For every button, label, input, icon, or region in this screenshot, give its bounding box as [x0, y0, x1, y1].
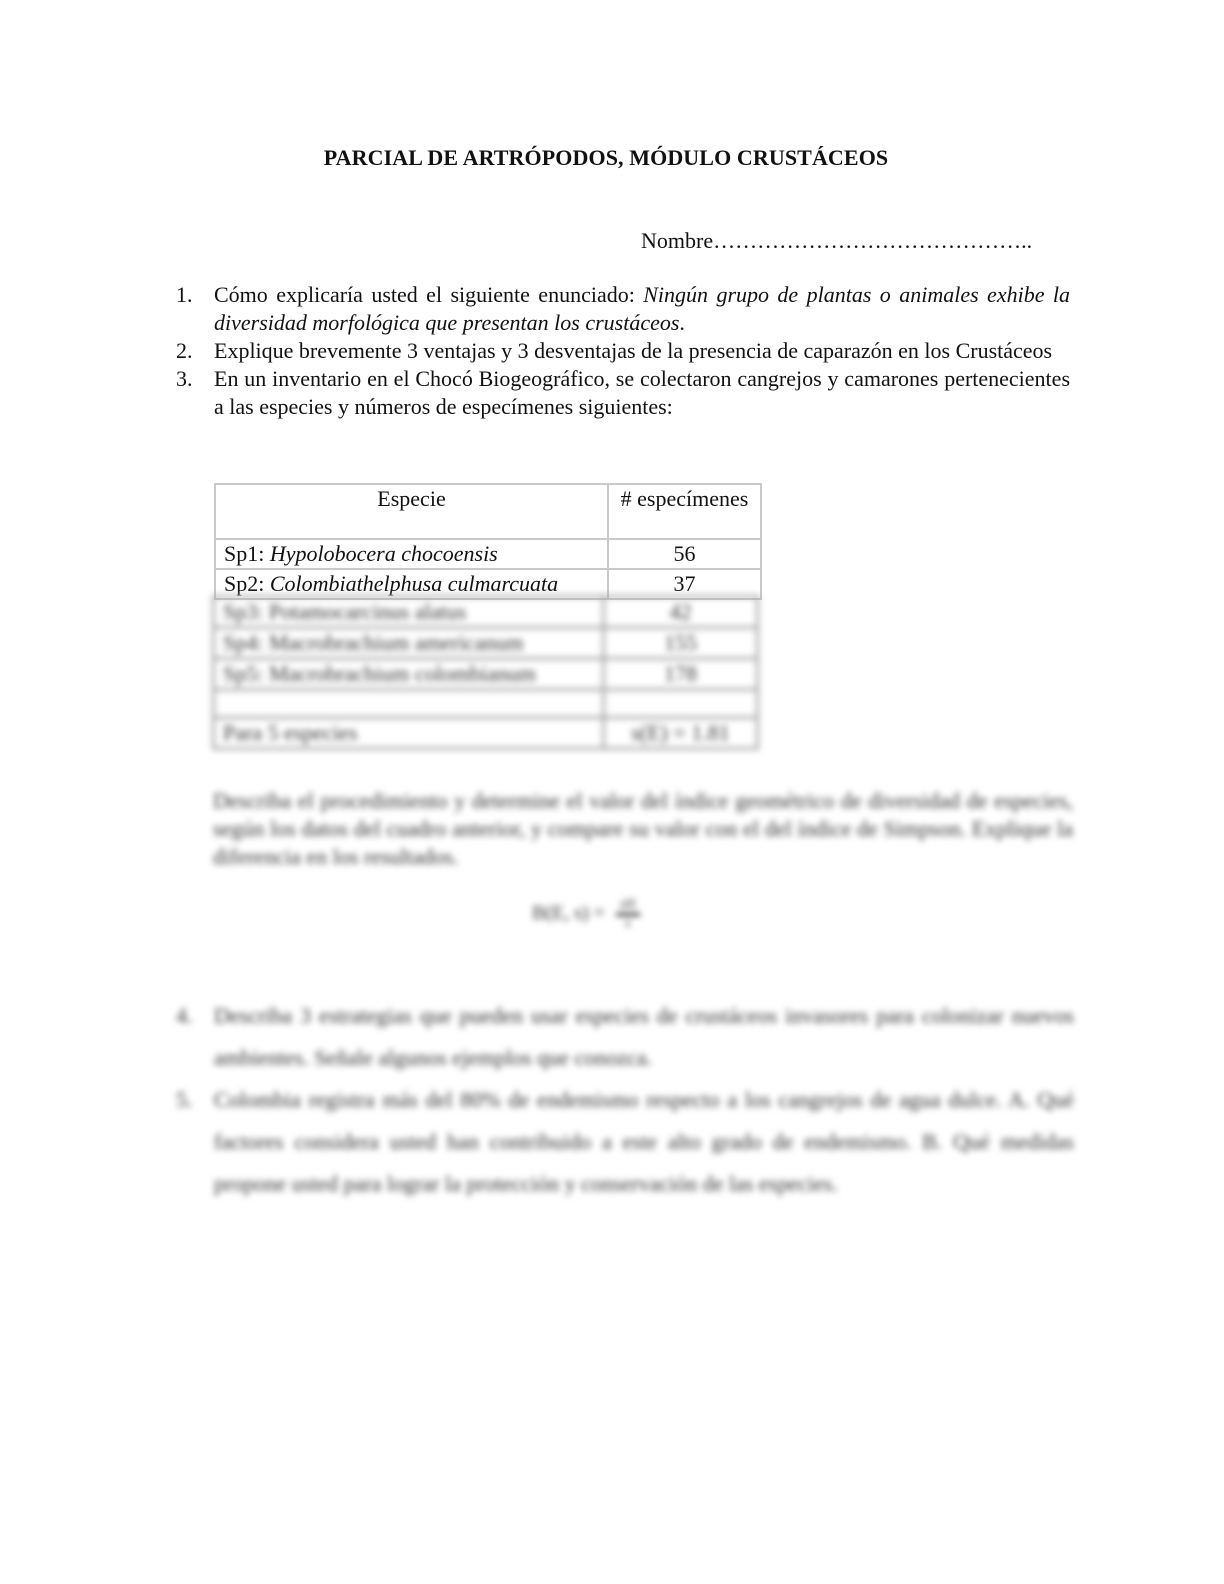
question-list: [176, 281, 1070, 421]
count-cell: 56: [608, 539, 761, 569]
exam-title: PARCIAL DE ARTRÓPODOS, MÓDULO CRUSTÁCEOS: [323, 145, 889, 170]
question-number: 3.: [176, 366, 193, 391]
species-cell: Sp2: Colombiathelphusa culmarcuata: [215, 569, 608, 599]
header-count: # especímenes: [608, 484, 761, 539]
name-field-label: Nombre……………………………………..: [641, 228, 1033, 253]
question-1: [176, 281, 1070, 337]
question-text: En un inventario en el Chocó Biogeográfico, se colectaron cangrejos y camarones pertenecientes a las especies y números de especímenes siguientes:: [214, 366, 1070, 419]
question-2: [176, 337, 1070, 365]
question-number: 1.: [176, 282, 193, 307]
question-5: 5. Colombia registra más del 80% de endemismo respecto a los cangrejos de agua dulce. A. Qué factores considera usted han contribuido a este alto grado de endemismo. B. Qué medidas propone usted para lograr la protección y conservación de las especies.: [176, 1087, 1074, 1196]
question-3: [176, 365, 1070, 421]
table-header-row: [215, 484, 761, 539]
question-text: Cómo explicaría usted el siguiente enunciado: Ningún grupo de plantas o animales exhibe la diversidad morfológica que presentan los crustáceos.: [214, 282, 1070, 335]
blurred-table-rows: [212, 595, 759, 750]
table-row: Para 5 especies s(E) = 1.81: [214, 718, 758, 749]
question-number: 2.: [176, 338, 193, 363]
table-row: [215, 539, 761, 569]
diversity-formula: B(E, s) = $\frac{sH}{s}$: [532, 897, 640, 932]
question-text: Explique brevemente 3 ventajas y 3 desventajas de la presencia de caparazón en los Crustáceos: [214, 338, 1053, 363]
species-table: [214, 483, 762, 600]
table-row: [214, 690, 758, 718]
question-3-instructions: Describa el procedimiento y determine el valor del índice geométrico de diversidad de especies, según los datos del cuadro anterior, y compare su valor con el del índice de Simpson. Explique la diferencia en los resultados.: [213, 788, 1073, 869]
table-row: Sp3: Potamocarcinus alatus 42: [214, 597, 758, 628]
question-4: 4. Describa 3 estrategias que pueden usar especies de crustáceos invasores para colonizar nuevos ambientes. Señale algunos ejemplos que conozca.: [176, 1003, 1074, 1070]
question-list-continued: [176, 995, 1074, 1205]
quoted-statement: Ningún grupo de plantas o animales exhibe la diversidad morfológica que presentan los crustáceos: [214, 282, 1070, 335]
species-cell: Sp1: Hypolobocera chocoensis: [215, 539, 608, 569]
table-row: Sp5: Macrobrachium colombianum 178: [214, 659, 758, 690]
header-species: Especie: [215, 484, 608, 539]
count-cell: 37: [608, 569, 761, 599]
table-row: Sp4: Macrobrachium americanum 155: [214, 628, 758, 659]
